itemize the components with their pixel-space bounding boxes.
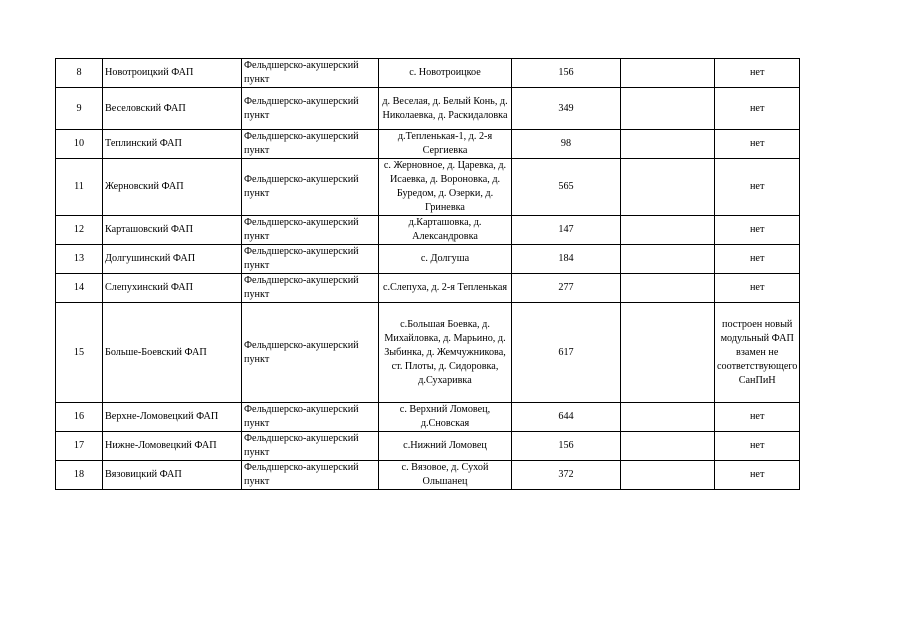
fap-name: Карташовский ФАП [103,216,242,245]
fap-name: Вязовицкий ФАП [103,461,242,490]
fap-settlements: с. Долгуша [379,245,512,274]
population: 156 [512,432,621,461]
fap-settlements: с. Новотроицкое [379,59,512,88]
note-cell: нет [715,274,800,303]
row-number: 18 [56,461,103,490]
row-number: 13 [56,245,103,274]
fap-settlements: д.Карташовка, д. Александровка [379,216,512,245]
fap-settlements: д. Веселая, д. Белый Конь, д. Николаевка, д. Раскидаловка [379,88,512,130]
table-row [56,403,800,432]
table-row [56,461,800,490]
empty-cell [621,159,715,216]
table-row [56,303,800,403]
table-row [56,159,800,216]
table-row [56,432,800,461]
population: 98 [512,130,621,159]
empty-cell [621,59,715,88]
fap-name: Новотроицкий ФАП [103,59,242,88]
note-cell: нет [715,461,800,490]
note-cell: нет [715,88,800,130]
population: 184 [512,245,621,274]
row-number: 10 [56,130,103,159]
fap-name: Больше-Боевский ФАП [103,303,242,403]
fap-name: Жерновский ФАП [103,159,242,216]
fap-type: Фельдшерско-акушерский пункт [242,461,379,490]
fap-settlements: с. Верхний Ломовец, д.Сновская [379,403,512,432]
fap-name: Верхне-Ломовецкий ФАП [103,403,242,432]
fap-type: Фельдшерско-акушерский пункт [242,432,379,461]
note-cell: нет [715,59,800,88]
empty-cell [621,403,715,432]
empty-cell [621,303,715,403]
population: 617 [512,303,621,403]
empty-cell [621,130,715,159]
note-cell: нет [715,245,800,274]
empty-cell [621,432,715,461]
table-row [56,216,800,245]
population: 349 [512,88,621,130]
fap-settlements: с. Жерновное, д. Царевка, д. Исаевка, д. Вороновка, д. Буредом, д. Озерки, д. Гриневка [379,159,512,216]
note-cell: нет [715,216,800,245]
empty-cell [621,274,715,303]
population: 644 [512,403,621,432]
note-cell: нет [715,130,800,159]
fap-table [55,58,800,490]
fap-type: Фельдшерско-акушерский пункт [242,59,379,88]
row-number: 12 [56,216,103,245]
fap-settlements: с.Нижний Ломовец [379,432,512,461]
table-row [56,88,800,130]
table-row [56,59,800,88]
row-number: 8 [56,59,103,88]
fap-type: Фельдшерско-акушерский пункт [242,88,379,130]
fap-name: Долгушинский ФАП [103,245,242,274]
empty-cell [621,88,715,130]
fap-name: Нижне-Ломовецкий ФАП [103,432,242,461]
row-number: 9 [56,88,103,130]
population: 277 [512,274,621,303]
fap-settlements: с. Вязовое, д. Сухой Ольшанец [379,461,512,490]
fap-settlements: с.Слепуха, д. 2-я Тепленькая [379,274,512,303]
fap-type: Фельдшерско-акушерский пункт [242,303,379,403]
fap-name: Веселовский ФАП [103,88,242,130]
population: 565 [512,159,621,216]
row-number: 14 [56,274,103,303]
fap-settlements: с.Большая Боевка, д. Михайловка, д. Марьино, д. Зыбинка, д. Жемчужникова, ст. Плоты, д. Сидоровка, д.Сухаривка [379,303,512,403]
empty-cell [621,245,715,274]
row-number: 16 [56,403,103,432]
note-cell: нет [715,159,800,216]
row-number: 11 [56,159,103,216]
fap-type: Фельдшерско-акушерский пункт [242,216,379,245]
table-row [56,274,800,303]
fap-settlements: д.Тепленькая-1, д. 2-я Сергиевка [379,130,512,159]
row-number: 17 [56,432,103,461]
fap-type: Фельдшерско-акушерский пункт [242,159,379,216]
fap-type: Фельдшерско-акушерский пункт [242,274,379,303]
row-number: 15 [56,303,103,403]
note-cell: нет [715,403,800,432]
note-cell: построен новый модульный ФАП взамен не соответствующего СанПиН [715,303,800,403]
empty-cell [621,461,715,490]
table-row [56,130,800,159]
population: 372 [512,461,621,490]
note-cell: нет [715,432,800,461]
population: 147 [512,216,621,245]
fap-type: Фельдшерско-акушерский пункт [242,130,379,159]
fap-type: Фельдшерско-акушерский пункт [242,403,379,432]
population: 156 [512,59,621,88]
empty-cell [621,216,715,245]
fap-name: Теплинский ФАП [103,130,242,159]
table-row [56,245,800,274]
fap-name: Слепухинский ФАП [103,274,242,303]
fap-type: Фельдшерско-акушерский пункт [242,245,379,274]
